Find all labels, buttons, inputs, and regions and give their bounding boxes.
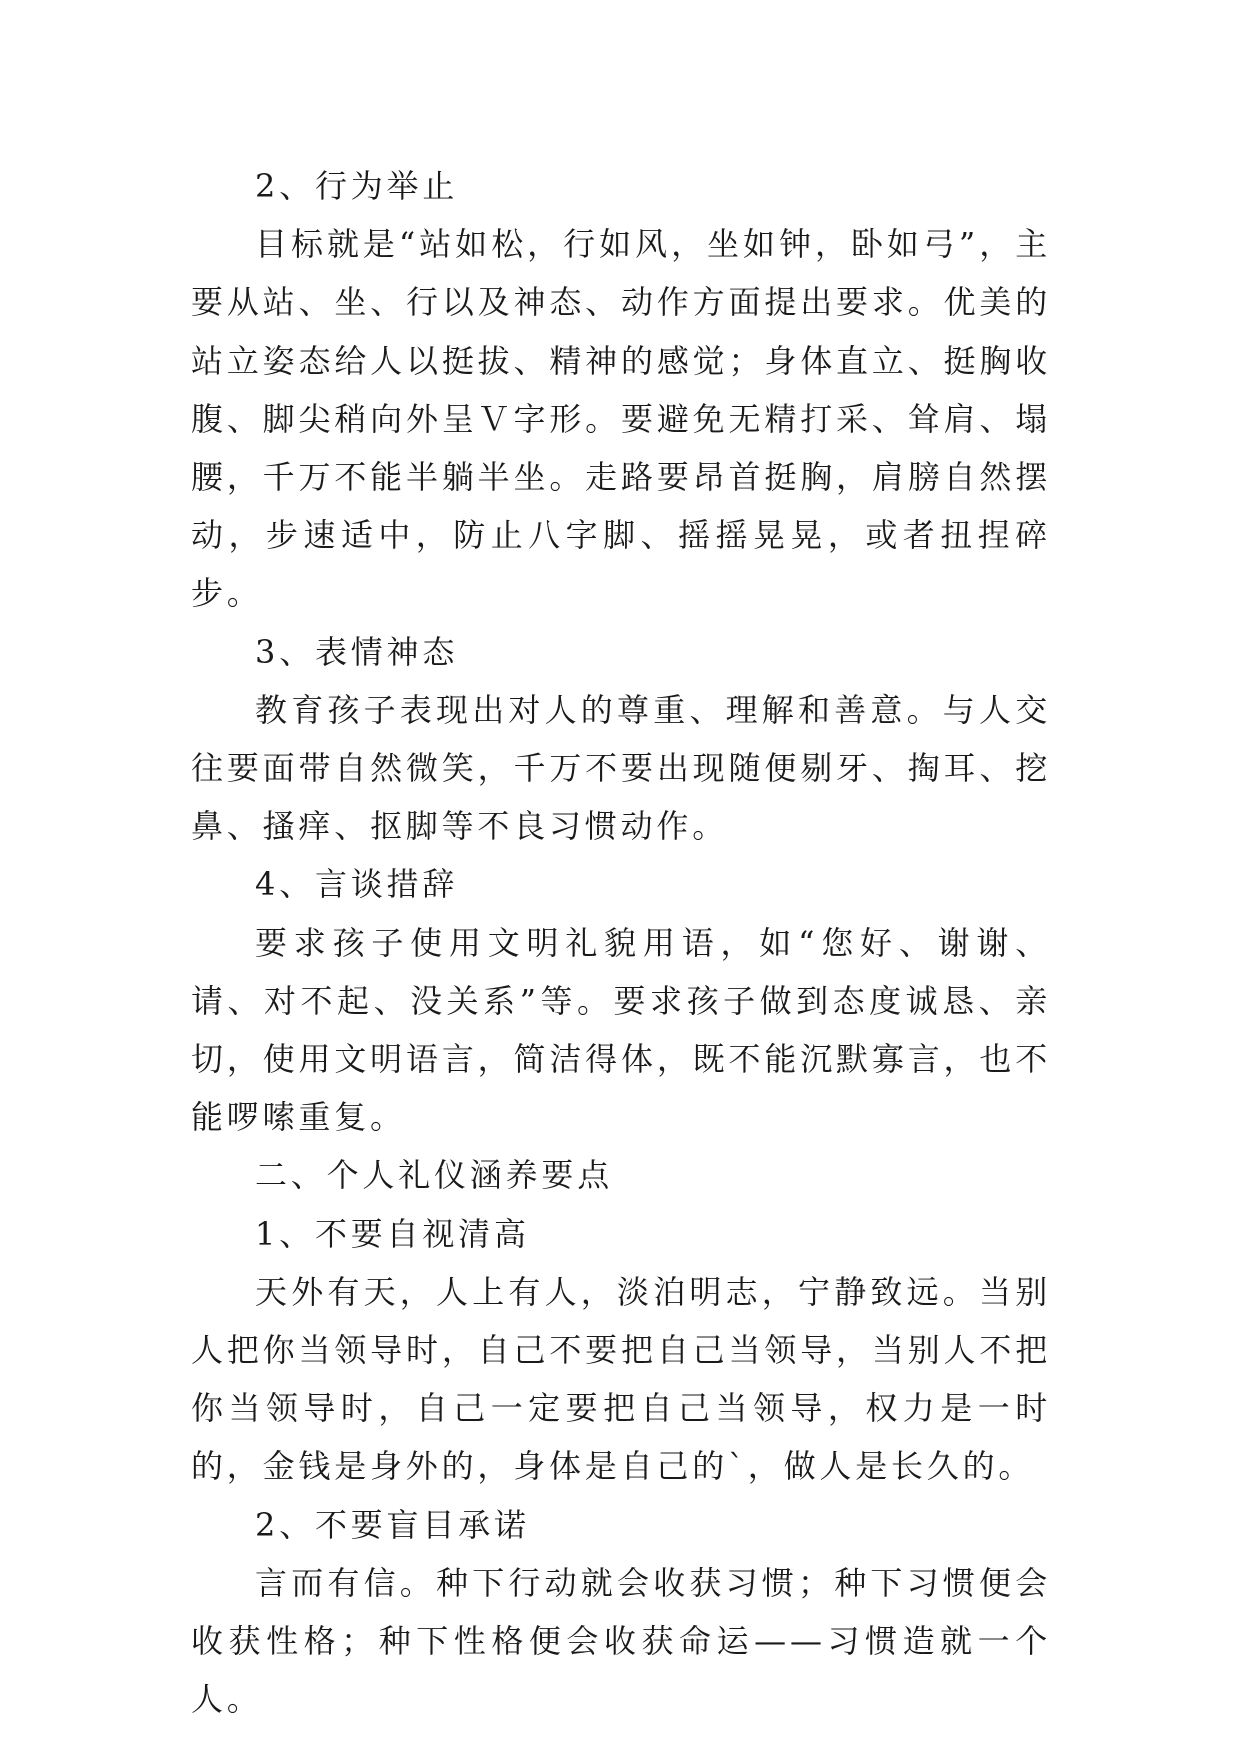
subheading-no-blind-promises: 2、不要盲目承诺 xyxy=(255,1505,530,1544)
subheading-speech: 4、言谈措辞 xyxy=(255,865,459,904)
paragraph-not-arrogant: 天外有天，人上有人，淡泊明志，宁静致远。当别人把你当领导时，自己不要把自己当领导，当别人不把你当领导时，自己一定要把自己当领导，权力是一时的，金钱是身外的，身体是自己的`，做人是长久的。 xyxy=(191,1272,1051,1486)
paragraph-expression: 教育孩子表现出对人的尊重、理解和善意。与人交往要面带自然微笑，千万不要出现随便剔牙、掏耳、挖鼻、搔痒、抠脚等不良习惯动作。 xyxy=(191,690,1051,846)
paragraph-no-blind-promises: 言而有信。种下行动就会收获习惯；种下习惯便会收获性格；种下性格便会收获命运——习惯造就一个人。 xyxy=(191,1563,1051,1719)
subheading-not-arrogant: 1、不要自视清高 xyxy=(255,1214,530,1253)
subheading-behavior: 2、行为举止 xyxy=(255,167,459,205)
document-body xyxy=(191,157,1051,1728)
paragraph-behavior: 目标就是“站如松，行如风，坐如钟，卧如弓”，主要从站、坐、行以及神态、动作方面提出要求。优美的站立姿态给人以挺拔、精神的感觉；身体直立、挺胸收腹、脚尖稍向外呈Ｖ字形。要避免无精打采、耸肩、塌腰，千万不能半躺半坐。走路要昂首挺胸，肩膀自然摆动，步速适中，防止八字脚、摇摇晃晃，或者扭捏碎步。 xyxy=(191,225,1051,613)
section-heading-personal-etiquette: 二、个人礼仪涵养要点 xyxy=(255,1156,614,1195)
paragraph-speech: 要求孩子使用文明礼貌用语，如“您好、谢谢、请、对不起、没关系”等。要求孩子做到态度诚恳、亲切，使用文明语言，简洁得体，既不能沉默寡言，也不能啰嗦重复。 xyxy=(191,923,1051,1137)
subheading-expression: 3、表情神态 xyxy=(255,632,459,671)
